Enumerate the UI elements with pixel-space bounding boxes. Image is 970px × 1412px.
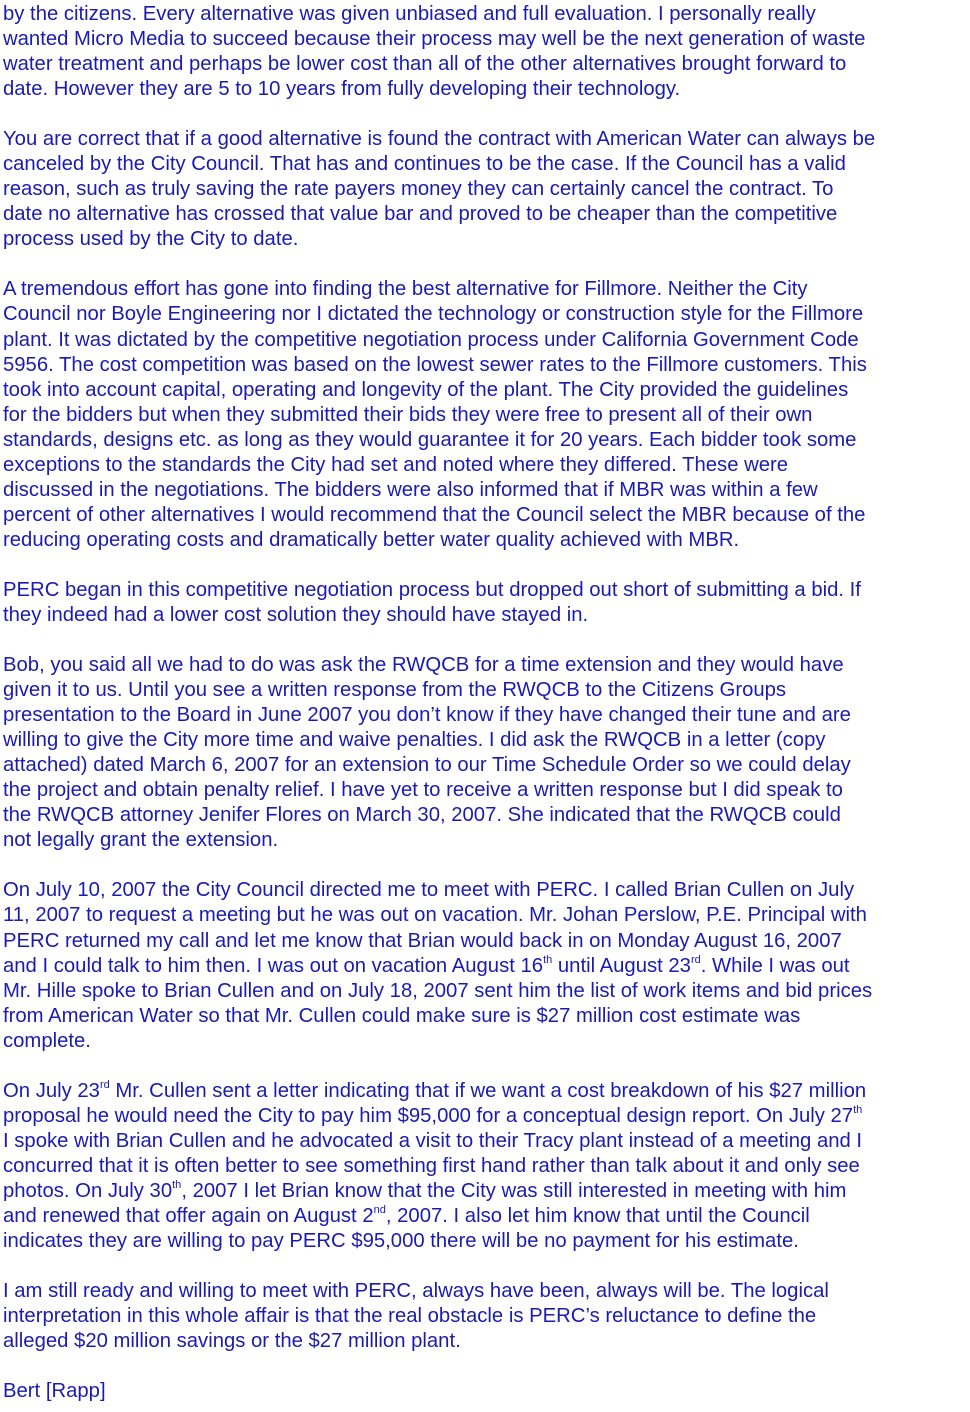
letter-body — [3, 2, 965, 1354]
text-run: date. However they are 5 to 10 years from fully developing their technology. — [3, 78, 681, 101]
text-run: I am still ready and willing to meet with PERC, always have been, always will be. The logical — [3, 1280, 829, 1303]
text-line — [3, 1179, 965, 1204]
text-run: 5956. The cost competition was based on the lowest sewer rates to the Fillmore customers. This — [3, 353, 867, 376]
text-line — [3, 27, 965, 52]
text-line — [3, 1154, 965, 1179]
text-line — [3, 127, 965, 152]
text-run: standards, designs etc. as long as they would guarantee it for 20 years. Each bidder took some — [3, 428, 857, 451]
text-line — [3, 428, 965, 453]
text-line — [3, 177, 965, 202]
text-line — [3, 152, 965, 177]
text-line — [3, 453, 965, 478]
text-run: percent of other alternatives I would recommend that the Council select the MBR because of the — [3, 503, 866, 526]
text-run: plant. It was dictated by the competitive negotiation process under California Government Code — [3, 328, 859, 351]
text-line — [3, 753, 965, 778]
ordinal-superscript: rd — [690, 953, 701, 966]
paragraph — [3, 2, 965, 102]
text-run: concurred that it is often better to see something first hand rather than talk about it and only see — [3, 1154, 860, 1177]
text-line — [3, 1029, 965, 1054]
text-line — [3, 878, 965, 903]
text-run: Bob, you said all we had to do was ask the RWQCB for a time extension and they would have — [3, 654, 844, 677]
text-line — [3, 1329, 965, 1354]
text-line — [3, 202, 965, 227]
text-run: the RWQCB attorney Jenifer Flores on March 30, 2007. She indicated that the RWQCB could — [3, 804, 841, 827]
text-run: by the citizens. Every alternative was given unbiased and full evaluation. I personally really — [3, 3, 816, 25]
text-run: the project and obtain penalty relief. I have yet to receive a written response but I did speak to — [3, 779, 843, 802]
text-run: date no alternative has crossed that value bar and proved to be cheaper than the competitive — [3, 203, 838, 226]
text-run: reason, such as truly saving the rate payers money they can certainly cancel the contract. To — [3, 178, 834, 201]
text-run: from American Water so that Mr. Cullen could make sure is $27 million cost estimate was — [3, 1004, 801, 1027]
text-run: complete. — [3, 1029, 91, 1052]
text-run: willing to give the City more time and waive penalties. I did ask the RWQCB in a letter (copy — [3, 729, 826, 752]
text-run: given it to us. Until you see a written response from the RWQCB to the Citizens Groups — [3, 679, 787, 702]
ordinal-superscript: th — [853, 1103, 863, 1116]
text-run: for the bidders but when they submitted their bids they were free to present all of their own — [3, 403, 813, 426]
text-run: , 2007. I also let him know that until the Council — [385, 1204, 810, 1227]
text-line — [3, 277, 965, 302]
text-line — [3, 603, 965, 628]
text-run: water treatment and perhaps be lower cost than all of the other alternatives brought forward to — [3, 53, 847, 76]
text-run: not legally grant the extension. — [3, 829, 279, 852]
text-run: canceled by the City Council. That has and continues to be the case. If the Council has a valid — [3, 153, 846, 176]
paragraph — [3, 578, 965, 628]
text-line — [3, 503, 965, 528]
text-run: reducing operating costs and dramatically better water quality achieved with MBR. — [3, 528, 740, 551]
paragraph — [3, 277, 965, 553]
text-run: wanted Micro Media to succeed because their process may well be the next generation of waste — [3, 28, 866, 51]
ordinal-superscript: th — [543, 953, 553, 966]
text-run: 11, 2007 to request a meeting but he was out on vacation. Mr. Johan Perslow, P.E. Principal with — [3, 904, 867, 927]
text-run: interpretation in this whole affair is that the real obstacle is PERC’s reluctance to define the — [3, 1305, 817, 1328]
ordinal-superscript: th — [172, 1178, 182, 1191]
text-line — [3, 903, 965, 928]
text-line — [3, 52, 965, 77]
signature: Bert [Rapp] — [3, 1380, 106, 1403]
text-line — [3, 1129, 965, 1154]
text-run: indicates they are willing to pay PERC $95,000 there will be no payment for his estimate. — [3, 1230, 799, 1253]
text-line — [3, 227, 965, 252]
text-line — [3, 1279, 965, 1304]
ordinal-superscript: rd — [99, 1078, 110, 1091]
paragraph — [3, 653, 965, 853]
text-run: they indeed had a lower cost solution they should have stayed in. — [3, 603, 589, 626]
text-run: exceptions to the standards the City had set and noted where they differed. These were — [3, 453, 789, 476]
text-run: process used by the City to date. — [3, 228, 299, 251]
text-line — [3, 353, 965, 378]
text-line — [3, 803, 965, 828]
text-line — [3, 2, 965, 27]
text-run: photos. On July 30 — [3, 1179, 173, 1202]
text-line — [3, 1204, 965, 1229]
text-run: discussed in the negotiations. The bidders were also informed that if MBR was within a few — [3, 478, 818, 501]
text-run: Mr. Hille spoke to Brian Cullen and on July 18, 2007 sent him the list of work items and bid prices — [3, 979, 873, 1002]
text-line — [3, 703, 965, 728]
text-run: On July 10, 2007 the City Council directed me to meet with PERC. I called Brian Cullen on July — [3, 879, 855, 902]
text-line — [3, 1004, 965, 1029]
text-run: PERC began in this competitive negotiation process but dropped out short of submitting a bid. If — [3, 578, 861, 601]
text-line — [3, 528, 965, 553]
text-run: until August 23 — [552, 954, 691, 977]
text-run: proposal he would need the City to pay him $95,000 for a conceptual design report. On July 27 — [3, 1104, 854, 1127]
text-run: A tremendous effort has gone into finding the best alternative for Fillmore. Neither the City — [3, 278, 808, 301]
paragraph — [3, 127, 965, 252]
paragraph — [3, 1279, 965, 1354]
text-line — [3, 578, 965, 603]
text-line — [3, 653, 965, 678]
text-run: alleged $20 million savings or the $27 million plant. — [3, 1330, 461, 1353]
paragraph — [3, 1079, 965, 1254]
text-line — [3, 302, 965, 327]
text-run: Mr. Cullen sent a letter indicating that if we want a cost breakdown of his $27 million — [109, 1079, 867, 1102]
letter-page — [3, 0, 965, 1404]
text-run: presentation to the Board in June 2007 you don’t know if they have changed their tune and are — [3, 704, 851, 727]
text-line — [3, 328, 965, 353]
text-line — [3, 1104, 965, 1129]
text-run: and I could talk to him then. I was out on vacation August 16 — [3, 954, 544, 977]
text-run: took into account capital, operating and longevity of the plant. The City provided the guidelines — [3, 378, 849, 401]
paragraph — [3, 878, 965, 1053]
text-run: I spoke with Brian Cullen and he advocated a visit to their Tracy plant instead of a meeting and I — [3, 1129, 863, 1152]
text-run: You are correct that if a good alternative is found the contract with American Water can always be — [3, 128, 876, 151]
ordinal-superscript: nd — [373, 1203, 386, 1216]
text-line — [3, 979, 965, 1004]
text-line — [3, 403, 965, 428]
text-run: , 2007 I let Brian know that the City was still interested in meeting with him — [181, 1179, 847, 1202]
text-line — [3, 478, 965, 503]
text-run: PERC returned my call and let me know that Brian would back in on Monday August 16, 2007 — [3, 929, 842, 952]
text-line — [3, 678, 965, 703]
text-line — [3, 828, 965, 853]
text-run: attached) dated March 6, 2007 for an extension to our Time Schedule Order so we could delay — [3, 754, 851, 777]
text-line — [3, 728, 965, 753]
text-run: On July 23 — [3, 1079, 100, 1102]
text-line — [3, 1304, 965, 1329]
text-line — [3, 929, 965, 954]
text-line — [3, 954, 965, 979]
text-line — [3, 77, 965, 102]
text-run: . While I was out — [700, 954, 850, 977]
text-line — [3, 778, 965, 803]
text-line — [3, 378, 965, 403]
text-line — [3, 1229, 965, 1254]
text-run: and renewed that offer again on August 2 — [3, 1204, 374, 1227]
text-run: Council nor Boyle Engineering nor I dictated the technology or construction style for the Fillmore — [3, 303, 864, 326]
text-line — [3, 1079, 965, 1104]
